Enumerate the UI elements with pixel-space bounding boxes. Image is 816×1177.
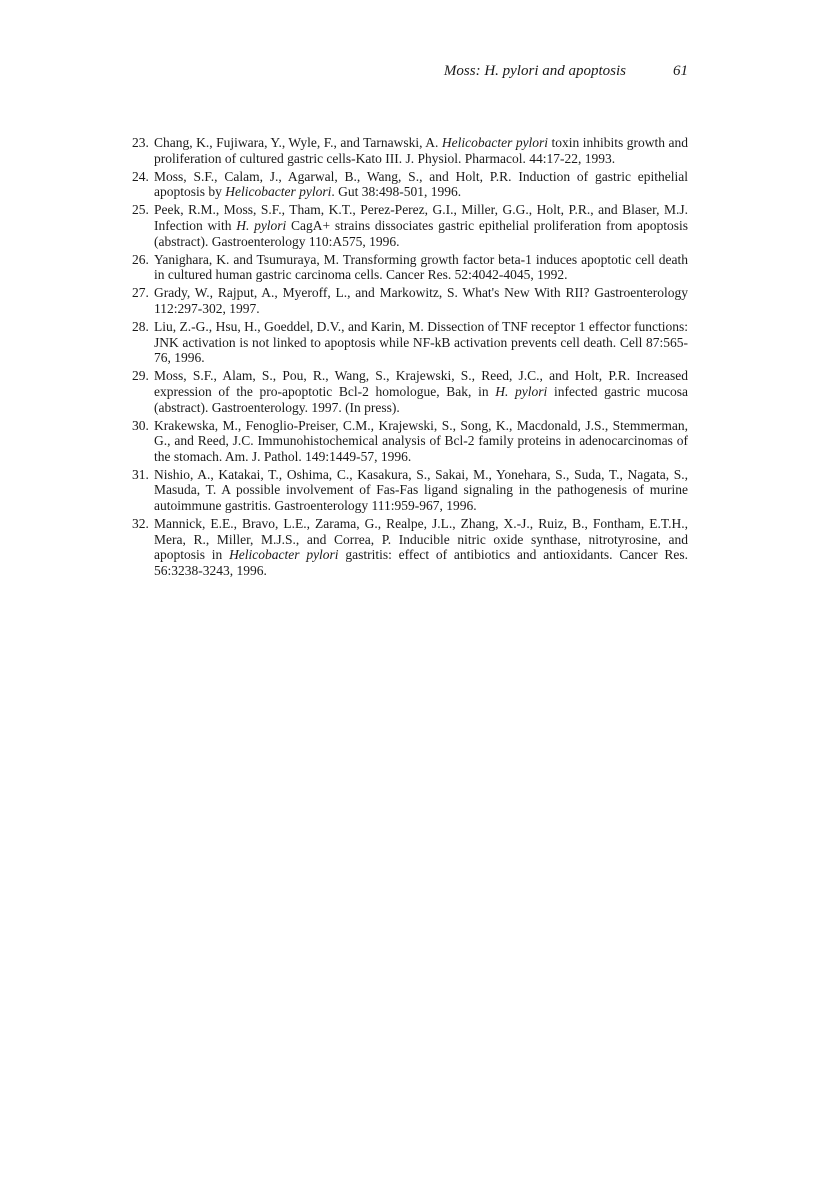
italic-species-name: Helicobacter pylori xyxy=(441,135,549,150)
reference-number: 26. xyxy=(132,251,149,267)
reference-text xyxy=(154,368,688,414)
reference-text-segment: Krakewska, M., Fenoglio-Preiser, C.M., Krajewski, S., Song, K., Macdonald, J.S., Stemmerman, G., and Reed, J.C. Immunohistochemical analysis of Bcl-2 family proteins in adenocarcinomas of the stomach. Am. J. Pathol. 149:1449-57, 1996. xyxy=(154,417,688,464)
reference-text xyxy=(154,418,688,464)
italic-species-name: H. pylori xyxy=(236,217,287,233)
reference-number: 30. xyxy=(132,417,149,433)
reference-text xyxy=(154,169,688,200)
reference-text-segment: Moss, S.F., Calam, J., Agarwal, B., Wang, S., and Holt, P.R. Induction of gastric epithelial apoptosis by xyxy=(154,168,688,200)
reference-text-segment: Moss, S.F., Alam, S., Pou, R., Wang, S., Krajewski, S., Reed, J.C., and Holt, P.R. Increased expression of the pro-apoptotic Bcl-2 homologue, Bak, in xyxy=(154,368,688,399)
reference-item xyxy=(132,252,688,283)
italic-species-name: Helicobacter pylori xyxy=(229,547,339,563)
reference-item xyxy=(132,368,688,415)
reference-number: 28. xyxy=(132,319,149,335)
reference-item xyxy=(132,135,688,166)
reference-item xyxy=(132,169,688,200)
reference-number: 32. xyxy=(132,516,149,532)
reference-text-segment: . Gut 38:498-501, 1996. xyxy=(331,184,462,200)
reference-text-segment: Mannick, E.E., Bravo, L.E., Zarama, G., Realpe, J.L., Zhang, X.-J., Ruiz, B., Fontham, E.T.H., Mera, R., Miller, M.J.S., and Correa, P. Inducible nitric oxide synthase, nitrotyrosine, and apoptosis in xyxy=(154,516,688,563)
reference-number: 31. xyxy=(132,466,149,482)
reference-number: 24. xyxy=(132,168,149,184)
reference-text xyxy=(154,319,688,365)
reference-text-segment: CagA+ strains dissociates gastric epithelial proliferation from apoptosis (abstract). Gastroenterology 110:A575, 1996. xyxy=(154,217,688,249)
reference-item xyxy=(132,516,688,578)
reference-text-segment: Grady, W., Rajput, A., Myeroff, L., and Markowitz, S. What's New With RII? Gastroenterology 112:297-302, 1997. xyxy=(154,285,688,316)
reference-item xyxy=(132,319,688,366)
reference-text xyxy=(154,252,688,283)
reference-item xyxy=(132,467,688,514)
reference-number: 29. xyxy=(132,368,149,384)
reference-text xyxy=(154,467,688,513)
reference-text-segment: Yanighara, K. and Tsumuraya, M. Transforming growth factor beta-1 induces apoptotic cell death in cultured human gastric carcinoma cells. Cancer Res. 52:4042-4045, 1992. xyxy=(154,251,688,283)
page-number: 61 xyxy=(673,63,688,79)
reference-text-segment: toxin inhibits growth and proliferation of cultured gastric cells-Kato III. J. Physiol. Pharmacol. 44:17-22, 1993. xyxy=(154,135,688,166)
reference-text-segment: Peek, R.M., Moss, S.F., Tham, K.T., Perez-Perez, G.I., Miller, G.G., Holt, P.R., and Blaser, M.J. Infection with xyxy=(154,202,688,233)
reference-number: 27. xyxy=(132,285,149,301)
reference-text-segment: gastritis: effect of antibiotics and antioxidants. Cancer Res. 56:3238-3243, 1996. xyxy=(154,547,688,578)
reference-text xyxy=(154,285,688,316)
reference-text-segment: infected gastric mucosa (abstract). Gastroenterology. 1997. (In press). xyxy=(154,383,689,415)
reference-text-segment: Chang, K., Fujiwara, Y., Wyle, F., and Tarnawski, A. xyxy=(154,135,442,150)
reference-list xyxy=(132,135,688,581)
reference-text-segment: Liu, Z.-G., Hsu, H., Goeddel, D.V., and Karin, M. Dissection of TNF receptor 1 effector functions: JNK activation is not linked to apoptosis while NF-kB activation prevents cell death. Cell 87:565-76, 1996. xyxy=(154,319,688,366)
running-title: Moss: H. pylori and apoptosis xyxy=(443,63,626,79)
reference-number: 25. xyxy=(132,202,149,218)
reference-text xyxy=(154,202,688,248)
reference-text xyxy=(154,135,688,166)
reference-item xyxy=(132,202,688,249)
reference-text xyxy=(154,516,688,578)
reference-number: 23. xyxy=(132,135,149,150)
reference-item xyxy=(132,418,688,465)
italic-species-name: H. pylori xyxy=(495,383,548,399)
italic-species-name: Helicobacter pylori xyxy=(225,184,332,200)
reference-text-segment: Nishio, A., Katakai, T., Oshima, C., Kasakura, S., Sakai, M., Yonehara, S., Suda, T., Nagata, S., Masuda, T. A possible involvement of Fas-Fas ligand signaling in the pathogenesis of murine autoimmune gastritis. Gastroenterology 111:959-967, 1996. xyxy=(154,466,688,514)
reference-item xyxy=(132,285,688,316)
